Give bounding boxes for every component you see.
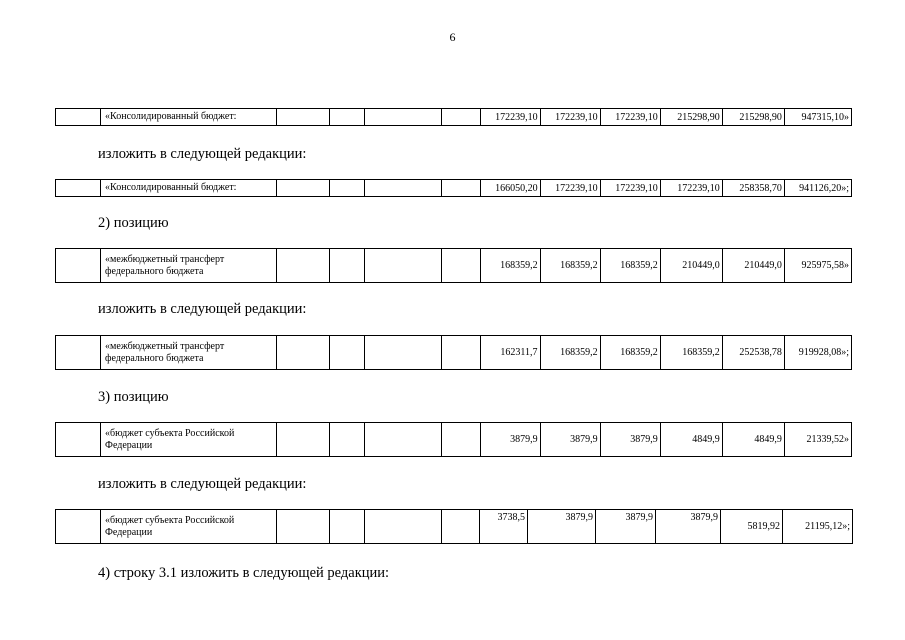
row-label-cell: «бюджет субъекта Российской Федерации	[101, 423, 277, 457]
value-cell: 4849,9	[660, 423, 722, 457]
empty-cell	[442, 423, 480, 457]
body-text: 4) строку 3.1 изложить в следующей редакции:	[98, 565, 390, 581]
row-label-cell: «Консолидированный бюджет:	[101, 109, 277, 126]
value-cell: 941126,20»;	[784, 180, 851, 197]
empty-cell	[365, 336, 442, 370]
empty-cell	[365, 180, 442, 197]
value-cell: 3879,9	[528, 510, 596, 544]
value-cell: 162311,7	[480, 336, 540, 370]
value-cell: 3879,9	[596, 510, 656, 544]
value-cell: 252538,78	[722, 336, 784, 370]
budget-table-row	[55, 248, 852, 283]
empty-cell	[442, 180, 480, 197]
empty-cell	[330, 423, 365, 457]
row-label-cell: «межбюджетный трансферт федерального бюджета	[101, 336, 277, 370]
row-label-cell: «межбюджетный трансферт федерального бюджета	[101, 249, 277, 283]
value-cell: 3879,9	[540, 423, 600, 457]
value-cell: 3738,5	[480, 510, 528, 544]
value-cell: 3879,9	[656, 510, 721, 544]
row-number-cell	[56, 249, 101, 283]
budget-table-row	[55, 108, 852, 126]
budget-table-row	[55, 179, 852, 197]
empty-cell	[365, 423, 442, 457]
empty-cell	[442, 510, 480, 544]
body-text: 3) позицию	[98, 389, 169, 405]
value-cell: 21195,12»;	[783, 510, 853, 544]
budget-table-row	[55, 422, 852, 457]
empty-cell	[365, 510, 442, 544]
empty-cell	[365, 109, 442, 126]
value-cell: 3879,9	[480, 423, 540, 457]
value-cell: 172239,10	[660, 180, 722, 197]
budget-table-row	[55, 335, 852, 370]
value-cell: 168359,2	[600, 336, 660, 370]
empty-cell	[330, 336, 365, 370]
body-text: изложить в следующей редакции:	[98, 146, 307, 162]
value-cell: 4849,9	[722, 423, 784, 457]
value-cell: 168359,2	[540, 336, 600, 370]
body-text: изложить в следующей редакции:	[98, 476, 307, 492]
empty-cell	[330, 109, 365, 126]
empty-cell	[330, 180, 365, 197]
empty-cell	[330, 249, 365, 283]
value-cell: 168359,2	[480, 249, 540, 283]
row-number-cell	[56, 180, 101, 197]
empty-cell	[330, 510, 365, 544]
value-cell: 172239,10	[600, 109, 660, 126]
value-cell: 172239,10	[600, 180, 660, 197]
value-cell: 21339,52»	[784, 423, 851, 457]
value-cell: 215298,90	[722, 109, 784, 126]
empty-cell	[277, 249, 330, 283]
empty-cell	[277, 180, 330, 197]
budget-table-row	[55, 509, 853, 544]
empty-cell	[277, 109, 330, 126]
row-label-cell: «Консолидированный бюджет:	[101, 180, 277, 197]
value-cell: 172239,10	[540, 109, 600, 126]
empty-cell	[442, 109, 480, 126]
value-cell: 210449,0	[660, 249, 722, 283]
row-label-cell: «бюджет субъекта Российской Федерации	[101, 510, 277, 544]
value-cell: 210449,0	[722, 249, 784, 283]
body-text: изложить в следующей редакции:	[98, 301, 307, 317]
value-cell: 168359,2	[660, 336, 722, 370]
empty-cell	[277, 423, 330, 457]
page-number: 6	[449, 30, 456, 44]
body-text: 2) позицию	[98, 215, 169, 231]
value-cell: 215298,90	[660, 109, 722, 126]
empty-cell	[365, 249, 442, 283]
row-number-cell	[56, 109, 101, 126]
value-cell: 172239,10	[540, 180, 600, 197]
row-number-cell	[56, 510, 101, 544]
value-cell: 166050,20	[480, 180, 540, 197]
value-cell: 919928,08»;	[784, 336, 851, 370]
empty-cell	[277, 336, 330, 370]
value-cell: 168359,2	[600, 249, 660, 283]
value-cell: 168359,2	[540, 249, 600, 283]
value-cell: 947315,10»	[784, 109, 851, 126]
empty-cell	[442, 336, 480, 370]
empty-cell	[277, 510, 330, 544]
empty-cell	[442, 249, 480, 283]
value-cell: 172239,10	[480, 109, 540, 126]
value-cell: 3879,9	[600, 423, 660, 457]
value-cell: 925975,58»	[784, 249, 851, 283]
row-number-cell	[56, 423, 101, 457]
row-number-cell	[56, 336, 101, 370]
value-cell: 258358,70	[722, 180, 784, 197]
value-cell: 5819,92	[721, 510, 783, 544]
